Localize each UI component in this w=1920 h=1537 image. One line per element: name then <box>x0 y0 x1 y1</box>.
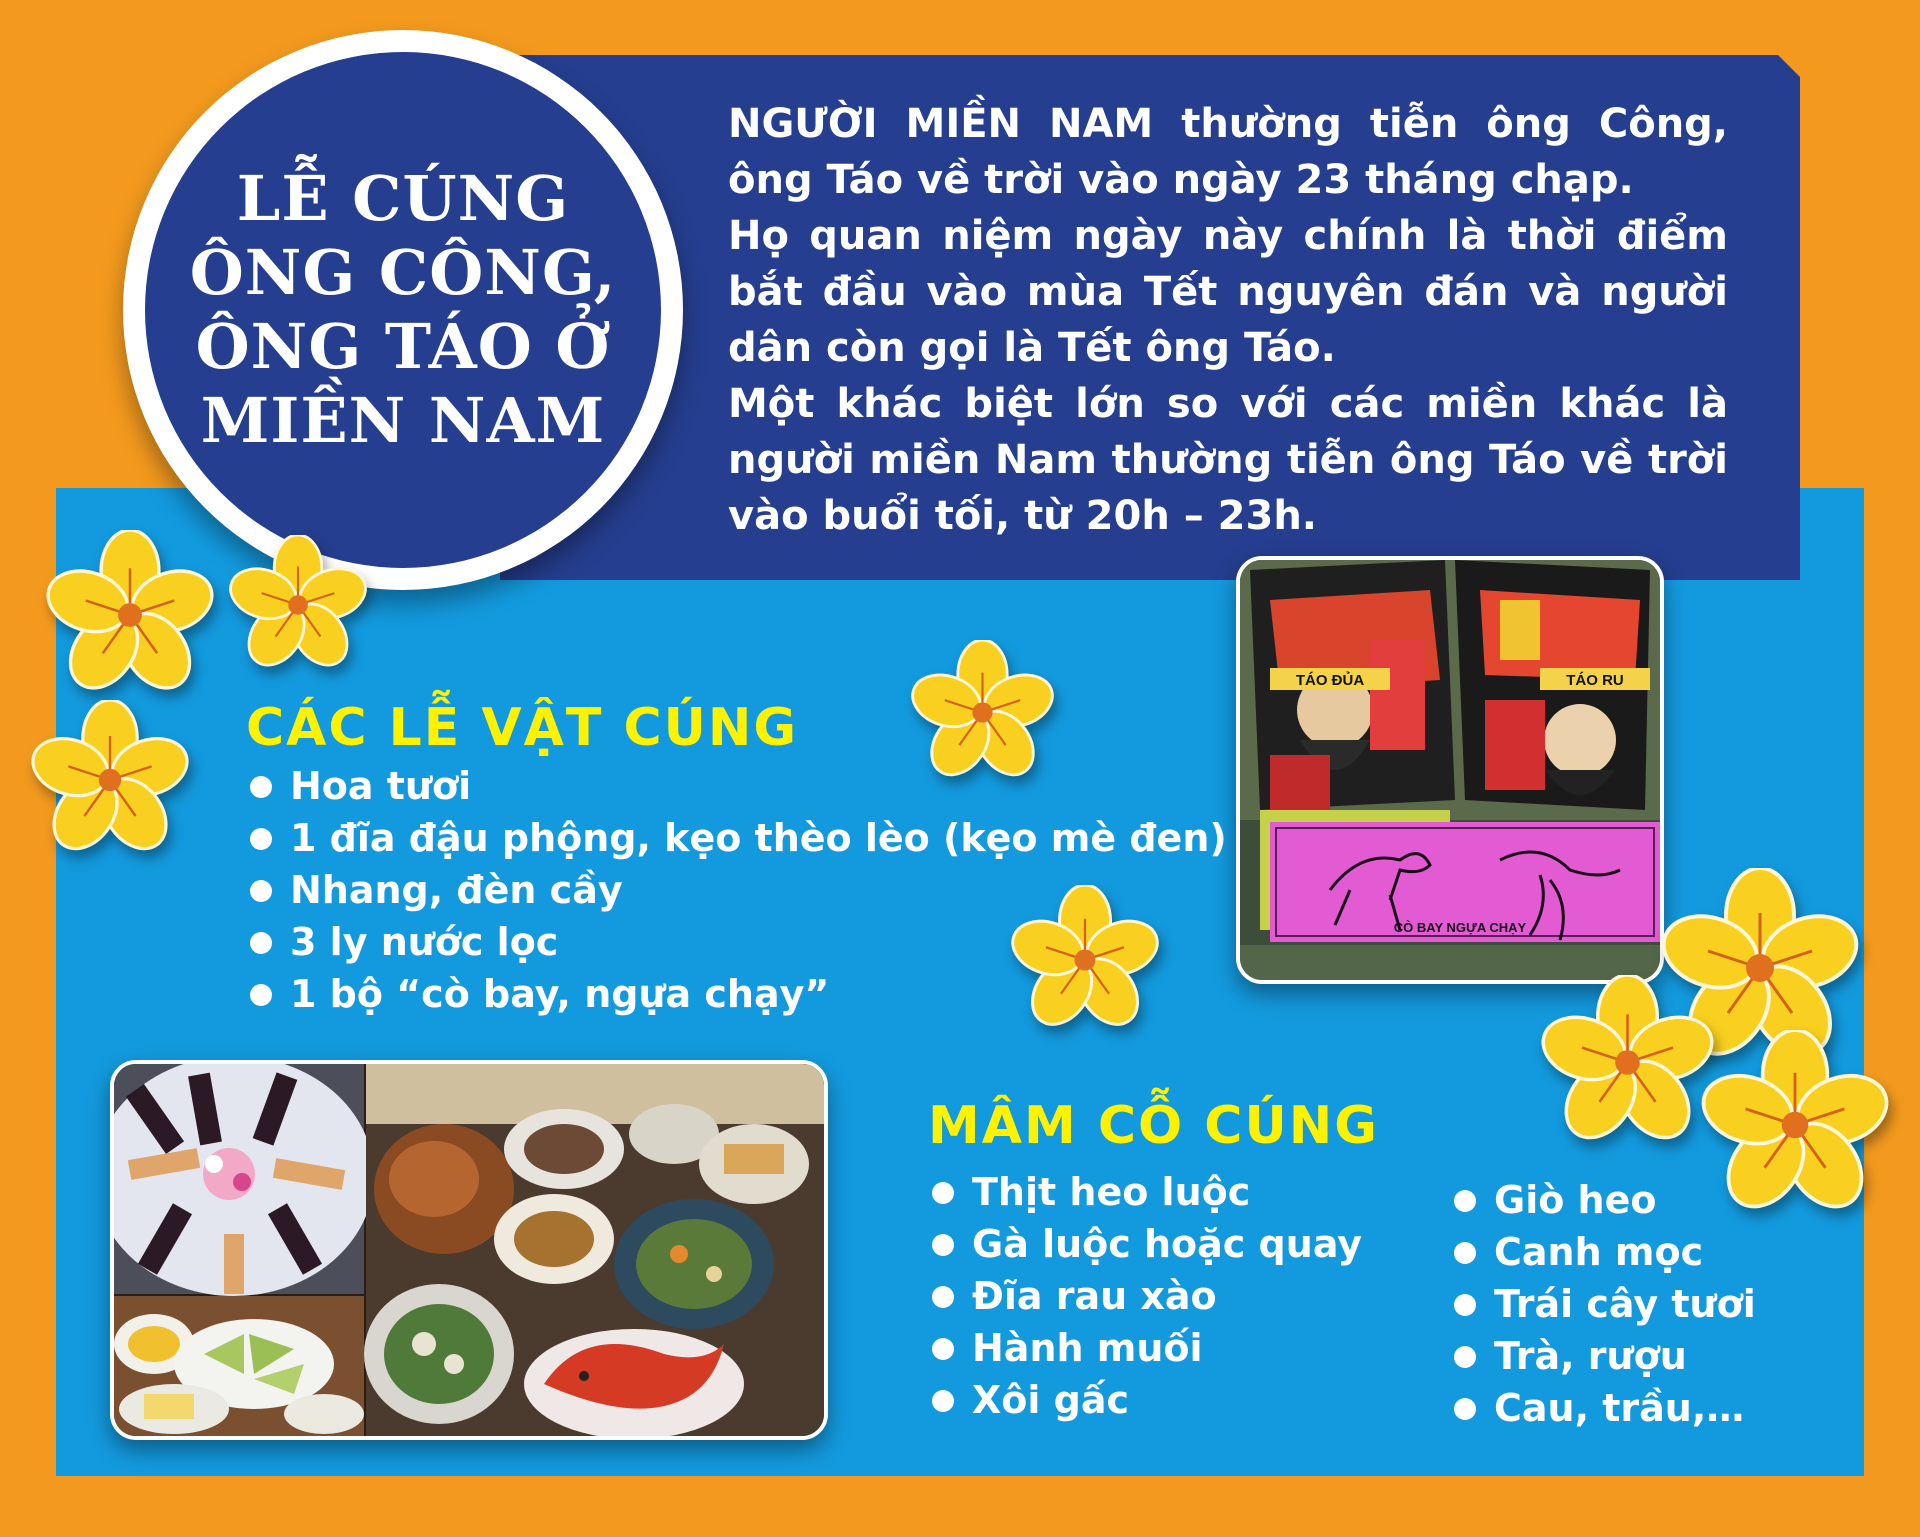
photo-label: TÁO RU <box>1566 672 1624 689</box>
list-item: Hoa tươi <box>248 760 1227 812</box>
paper-offering-illustration <box>1240 560 1660 980</box>
feast-list-left <box>930 1166 1362 1426</box>
list-item: Nhang, đèn cầy <box>248 864 1227 916</box>
apricot-blossom-icon <box>1010 885 1160 1035</box>
feast-heading: MÂM CỖ CÚNG <box>928 1096 1379 1156</box>
feast-collage-illustration <box>114 1064 824 1436</box>
list-item: Hành muối <box>930 1322 1362 1374</box>
intro-paragraph: Một khác biệt lớn so với các miền khác là người miền Nam thường tiễn ông Táo về trời vào buổi tối, từ 20h – 23h. <box>728 381 1728 539</box>
title-line: LỄ CÚNG <box>236 162 570 235</box>
feast-photo-collage <box>110 1060 828 1440</box>
list-item: Canh mọc <box>1452 1226 1756 1278</box>
intro-paragraph: Họ quan niệm ngày này chính là thời điểm bắt đầu vào mùa Tết nguyên đán và người dân còn gọi là Tết ông Táo. <box>728 213 1728 371</box>
apricot-blossom-icon <box>910 640 1055 785</box>
paper-offering-photo <box>1236 556 1664 984</box>
title-line: MIỀN NAM <box>200 384 606 457</box>
apricot-blossom-icon <box>1700 1030 1890 1220</box>
list-item: Thịt heo luộc <box>930 1166 1362 1218</box>
photo-label: CÒ BAY NGỰA CHẠY <box>1393 920 1527 935</box>
title-badge-inner <box>145 52 661 568</box>
list-item: Giò heo <box>1452 1174 1756 1226</box>
intro-text <box>728 96 1728 544</box>
apricot-blossom-icon <box>45 530 215 700</box>
title-line: ÔNG TÁO Ở <box>195 310 611 383</box>
list-item: 3 ly nước lọc <box>248 916 1227 968</box>
apricot-blossom-icon <box>1540 975 1715 1150</box>
list-item: Gà luộc hoặc quay <box>930 1218 1362 1270</box>
intro-paragraph: NGƯỜI MIỀN NAM thường tiễn ông Công, ông Táo về trời vào ngày 23 tháng chạp. <box>728 101 1728 203</box>
apricot-blossom-icon <box>30 700 190 860</box>
list-item: Đĩa rau xào <box>930 1270 1362 1322</box>
list-item: Trà, rượu <box>1452 1330 1756 1382</box>
list-item: Xôi gấc <box>930 1374 1362 1426</box>
apricot-blossom-icon <box>228 535 368 675</box>
title-line: ÔNG CÔNG, <box>189 236 617 309</box>
title-badge <box>123 30 683 590</box>
list-item: 1 bộ “cò bay, ngựa chạy” <box>248 968 1227 1020</box>
photo-label: TÁO ĐỦA <box>1295 672 1365 689</box>
list-item: Cau, trầu,… <box>1452 1382 1756 1434</box>
list-item: 1 đĩa đậu phộng, kẹo thèo lèo (kẹo mè đen) <box>248 812 1227 864</box>
offerings-heading: CÁC LỄ VẬT CÚNG <box>246 698 799 758</box>
page-title <box>190 162 617 458</box>
list-item: Trái cây tươi <box>1452 1278 1756 1330</box>
